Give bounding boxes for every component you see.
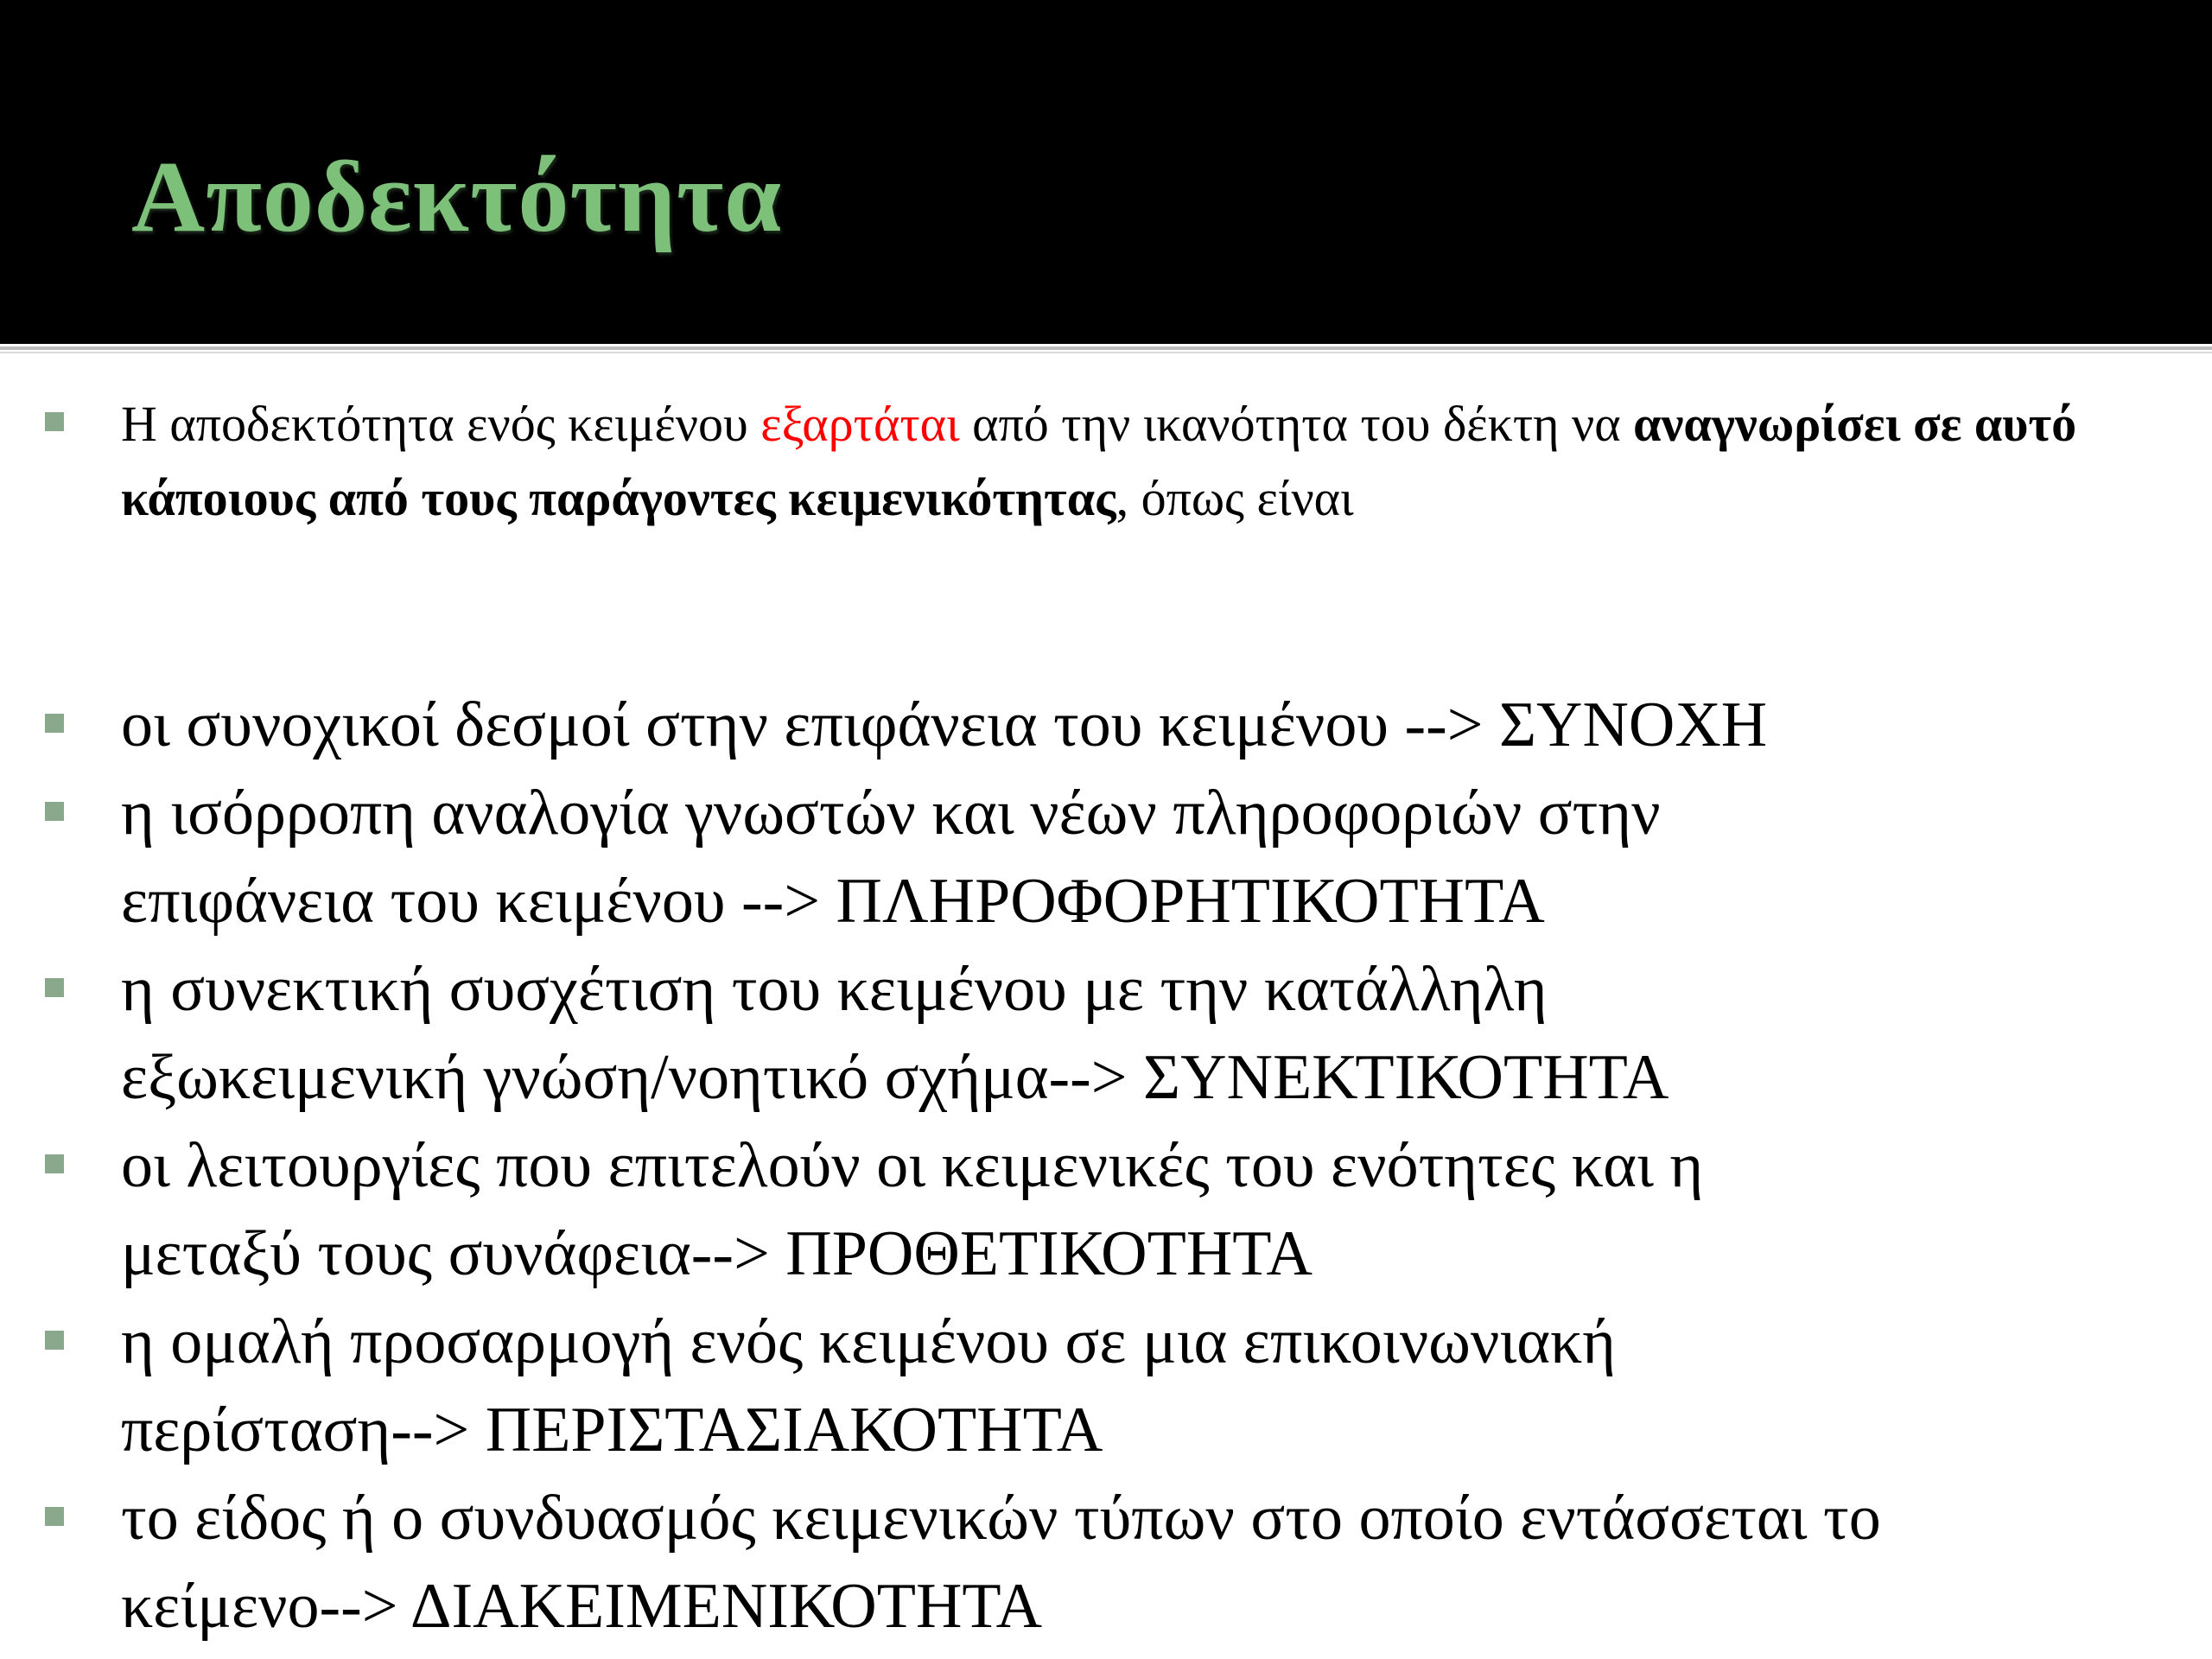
list-item-line: μεταξύ τους συνάφεια--> ΠΡΟΘΕΤΙΚΟΤΗΤΑ — [121, 1218, 1313, 1289]
list-item-line: περίσταση--> ΠΕΡΙΣΤΑΣΙΑΚΟΤΗΤΑ — [121, 1395, 1103, 1465]
intro-highlight: εξαρτάται — [760, 396, 960, 452]
list-item-synochi — [121, 681, 2177, 769]
list-item-line: οι συνοχικοί δεσμοί στην επιφάνεια του κειμένου --> ΣΥΝΟΧΗ — [121, 690, 1768, 760]
list-item-line: επιφάνεια του κειμένου --> ΠΛΗΡΟΦΟΡΗΤΙΚΟΤΗΤΑ — [121, 866, 1545, 937]
bullet-square-icon — [45, 412, 64, 431]
slide-title: Αποδεκτότητα — [131, 140, 783, 253]
list-item-peristasiakotita — [121, 1298, 2177, 1474]
title-divider — [0, 344, 2212, 356]
list-item-line: το είδος ή ο συνδυασμός κειμενικών τύπων στο οποίο εντάσσεται το — [121, 1483, 1881, 1554]
bullet-square-icon — [45, 978, 64, 997]
list-item-line: οι λειτουργίες που επιτελούν οι κειμενικές του ενότητες και η — [121, 1130, 1704, 1201]
list-item-pliroforitikotita — [121, 769, 2177, 945]
bullet-square-icon — [45, 1331, 64, 1350]
intro-text-after: , όπως είναι — [1116, 470, 1354, 526]
list-item-prothetikotita — [121, 1122, 2177, 1298]
list-item-line: η ομαλή προσαρμογή ενός κειμένου σε μια επικοινωνιακή — [121, 1306, 1617, 1377]
list-item-line: εξωκειμενική γνώση/νοητικό σχήμα--> ΣΥΝΕΚΤΙΚΟΤΗΤΑ — [121, 1042, 1669, 1113]
list-item-diakeimenikotita — [121, 1474, 2177, 1650]
intro-text-middle: από την ικανότητα του δέκτη να — [959, 396, 1634, 452]
intro-text-before: Η αποδεκτότητα ενός κειμένου — [121, 396, 761, 452]
bullet-square-icon — [45, 1154, 64, 1173]
list-item-line: κείμενο--> ΔΙΑΚΕΙΜΕΝΙΚΟΤΗΤΑ — [121, 1571, 1043, 1642]
list-item-line: η συνεκτική συσχέτιση του κειμένου με την κατάλληλη — [121, 954, 1548, 1025]
bullet-square-icon — [45, 1507, 64, 1526]
list-item-line: η ισόρροπη αναλογία γνωστών και νέων πληροφοριών στην — [121, 778, 1661, 849]
list-item-synektikotita — [121, 945, 2177, 1122]
intro-bold-text: αναγνωρίσει σε αυτό κάποιους από τους παράγοντες κειμενικότητας — [121, 396, 2077, 526]
bullet-square-icon — [45, 714, 64, 733]
intro-paragraph — [121, 387, 2100, 536]
bullet-square-icon — [45, 802, 64, 821]
